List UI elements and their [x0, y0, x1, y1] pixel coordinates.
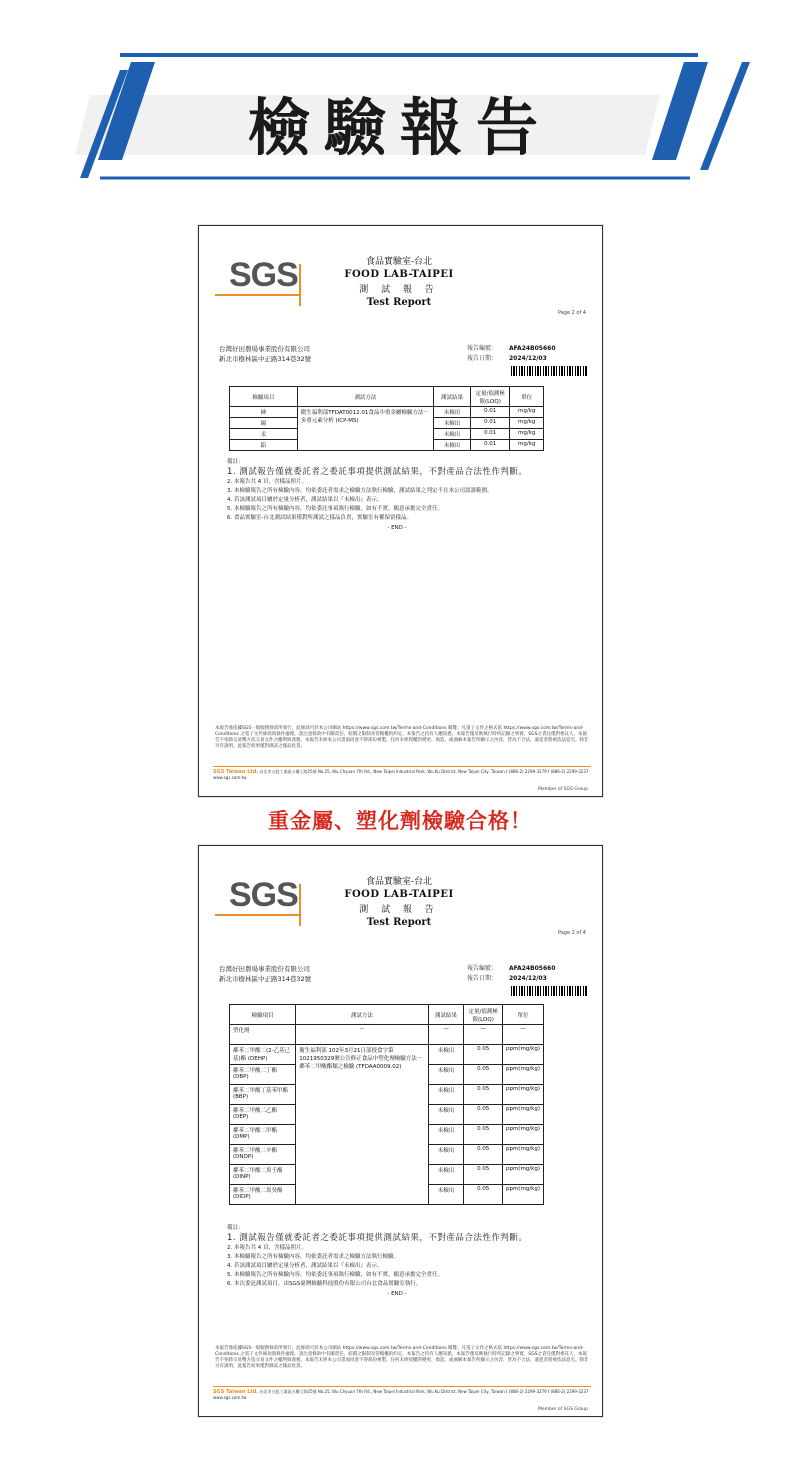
method-cell: 衛生福利部TFDAT0012.01食品中重金屬檢驗方法－多重元素分析 (ICP-MS) [297, 407, 433, 451]
footer-terms: 本報告係依據SGS一般服務條款所發行，此條款可於本公司網站 https://www.sgs.com.tw/Terms-and-Conditions 閱覽；凡電子文件之格式依 https://www.sgs.com.tw/Terms-and-Conditions 之電子文件條款與條件處理。請注意條款中有關責任、賠償之限制及管轄權的約定。本報告之持有人應知悉，本報告僅反映執行時所記錄之事實，SGS之責任僅對委託人，本報告不免除交易雙方依交易文件之權利與義務。本報告未經本公司書面同意不得部份複製。任何未經授權的變更、偽造、或曲解本報告所顯示之內容，皆為不合法，違犯者將被依法追究。除非另有說明，此報告結果僅對測試之樣品負責。 [215, 1346, 589, 1369]
table-row: 鄰苯二甲酸丁基苯甲酯 (BBP) 未檢出 0.05 ppm(mg/kg) [230, 1085, 544, 1105]
results-table: 檢驗項目 測試方法 測試結果 定量/偵測極限(LOQ) 單位 砷 衛生福利部TFDAT0012.01食品中重金屬檢驗方法－多重元素分析 (ICP-MS) 未檢出 0.01 mg/kg 鎘 未檢出 0.01 mg/kg 汞 未檢出 0.01 mg/kg 鉛 未檢出 0.01 mg/kg [229, 386, 544, 451]
table-row: 鄰苯二甲酸二丁酯 (DBP) 未檢出 0.05 ppm(mg/kg) [230, 1065, 544, 1085]
table-row: 鄰苯二甲酸二甲酯 (DMP) 未檢出 0.05 ppm(mg/kg) [230, 1125, 544, 1145]
test-report-plasticizers [198, 845, 603, 1417]
table-row: 鄰苯二甲酸二異壬酯 (DINP) 未檢出 0.05 ppm(mg/kg) [230, 1165, 544, 1185]
barcode-icon [511, 986, 587, 996]
sgs-logo: SGS [215, 876, 299, 916]
page-title: 檢驗報告 [247, 91, 552, 164]
report-reference: 報告編號： AFA24B05660 報告日期： 2024/12/03 [467, 965, 556, 982]
table-row: 鄰苯二甲酸二異癸酯 (DIDP) 未檢出 0.05 ppm(mg/kg) [230, 1185, 544, 1205]
footer-terms: 本報告係依據SGS一般服務條款所發行，此條款可於本公司網站 https://www.sgs.com.tw/Terms-and-Conditions 閱覽；凡電子文件之格式依 https://www.sgs.com.tw/Terms-and-Conditions 之電子文件條款與條件處理。請注意條款中有關責任、賠償之限制及管轄權的約定。本報告之持有人應知悉，本報告僅反映執行時所記錄之事實，SGS之責任僅對委託人，本報告不免除交易雙方依交易文件之權利與義務。本報告未經本公司書面同意不得部份複製。任何未經授權的變更、偽造、或曲解本報告所顯示之內容，皆為不合法，違犯者將被依法追究。除非另有說明，此報告結果僅對測試之樣品負責。 [215, 726, 589, 749]
barcode-icon [511, 366, 587, 376]
method-cell: 衛生福利部 102年3月21日部授食字第1021950329號公告修正食品中塑化劑檢驗方法－鄰苯二甲酸酯類之檢驗 (TFDAA0009.02) [296, 1045, 428, 1205]
test-report-heavy-metals [198, 225, 603, 797]
result-caption: 重金屬、塑化劑檢驗合格！ [268, 809, 532, 833]
client-info: 台灣好田農場事業股份有限公司 新北市樹林區中正路314巷32號 [219, 345, 312, 363]
report-reference: 報告編號： AFA24B05660 報告日期： 2024/12/03 [467, 345, 556, 362]
table-row: 鉛 未檢出 0.01 mg/kg [230, 440, 544, 451]
footer-address: SGS Taiwan Ltd. 台北市五股工業區五權七路25號 No.25, Wu Chyuan 7th Rd., New Taipei Industrial Park, Wu Ku District, New Taipei City, Taiwan t (886-2) 2299-3279 f (886-2) 2299-3237 www.sgs.com.tw [213, 766, 591, 781]
footer-address: SGS Taiwan Ltd. 台北市五股工業區五權七路25號 No.25, Wu Chyuan 7th Rd., New Taipei Industrial Park, Wu Ku District, New Taipei City, Taiwan t (886-2) 2299-3279 f (886-2) 2299-3237 www.sgs.com.tw [213, 1386, 591, 1401]
table-row: 砷 衛生福利部TFDAT0012.01食品中重金屬檢驗方法－多重元素分析 (ICP-MS) 未檢出 0.01 mg/kg [230, 407, 544, 418]
sgs-logo: SGS [215, 256, 299, 296]
end-marker: - END - [387, 525, 407, 531]
lab-header: 食品實驗室-台北 FOOD LAB-TAIPEI 測 試 報 告 Test Report [344, 257, 454, 308]
table-row: 汞 未檢出 0.01 mg/kg [230, 429, 544, 440]
page-number: Page 2 of 4 [557, 930, 586, 936]
table-row: 塑化劑 -- — — — [230, 1025, 544, 1045]
table-row: 鄰苯二甲酸二乙酯 (DEP) 未檢出 0.05 ppm(mg/kg) [230, 1105, 544, 1125]
table-row: 鎘 未檢出 0.01 mg/kg [230, 418, 544, 429]
footer-member: Member of SGS Group [537, 787, 588, 792]
client-info: 台灣好田農場事業股份有限公司 新北市樹林區中正路314巷32號 [219, 965, 312, 983]
results-table: 檢驗項目 測試方法 測試結果 定量/偵測極限(LOQ) 單位 塑化劑 -- — — — 鄰苯二甲酸二(2-乙基己基)酯 (DEHP) 衛生福利部 102年3月21日部授食字第1021950329號公告修正食品中塑化劑檢驗方法－鄰苯二甲酸酯類之檢驗 (TFDAA0009.02) 未檢出 0.05 ppm(mg/kg) 鄰苯二甲酸二丁酯 (DBP) 未檢出 0.05 ppm(mg/kg) 鄰苯二甲酸丁基苯甲酯 (BBP) 未檢出 0.05 ppm(mg/kg) 鄰苯二甲酸二乙酯 (DEP) 未檢出 0.05 ppm(mg/kg) 鄰苯二甲酸二甲酯 (DMP) 未檢出 0.05 ppm(mg/kg) 鄰苯二甲酸二辛酯 (DNOP) 未檢出 0.05 ppm(mg/kg) 鄰苯二甲酸二異壬酯 (DINP) 未檢出 0.05 ppm(mg/kg) 鄰苯二甲酸二異癸酯 (DIDP) 未檢出 0.05 ppm(mg/kg) [229, 1004, 544, 1205]
page-number: Page 2 of 4 [557, 310, 586, 316]
notes: 備註： 1. 測試報告僅就委託者之委託事項提供測試結果，不對產品合法性作判斷。 2. 本報告共 4 頁，含樣品照片。 3. 本檢驗報告之所有檢驗內容，均依委託者需求之檢驗方法執行檢驗，測試結果之判定不在本公司認證範圍。 4. 若該測試項目屬於定量分析者，測試結果以『未檢出』表示。 5. 本檢驗報告之所有檢驗內容，均依委託事項執行檢驗，如有不實，願意承擔完全責任。 6. 食品實驗室-台北測試結果僅對所測試之樣品負責，實驗室有權保留樣品。 - END - [227, 458, 567, 533]
table-row: 鄰苯二甲酸二(2-乙基己基)酯 (DEHP) 衛生福利部 102年3月21日部授食字第1021950329號公告修正食品中塑化劑檢驗方法－鄰苯二甲酸酯類之檢驗 (TFDAA0009.02) 未檢出 0.05 ppm(mg/kg) [230, 1045, 544, 1065]
notes: 備註： 1. 測試報告僅就委託者之委託事項提供測試結果，不對產品合法性作判斷。 2. 本報告共 4 頁，含樣品照片。 3. 本檢驗報告之所有檢驗內容，均依委託者需求之檢驗方法執行檢驗。 4. 若該測試項目屬於定量分析者，測試結果以『未檢出』表示。 5. 本檢驗報告之所有檢驗內容，均依委託事項執行檢驗，如有不實，願意承擔完全責任。 6. 本次委託測試項目，由SGS臺灣檢驗科技股份有限公司台北食品實驗室執行。 - END - [227, 1224, 567, 1299]
lab-header: 食品實驗室-台北 FOOD LAB-TAIPEI 測 試 報 告 Test Report [344, 877, 454, 928]
end-marker: - END - [387, 1291, 407, 1297]
header-banner [0, 0, 800, 200]
footer-member: Member of SGS Group [537, 1407, 588, 1412]
table-row: 鄰苯二甲酸二辛酯 (DNOP) 未檢出 0.05 ppm(mg/kg) [230, 1145, 544, 1165]
